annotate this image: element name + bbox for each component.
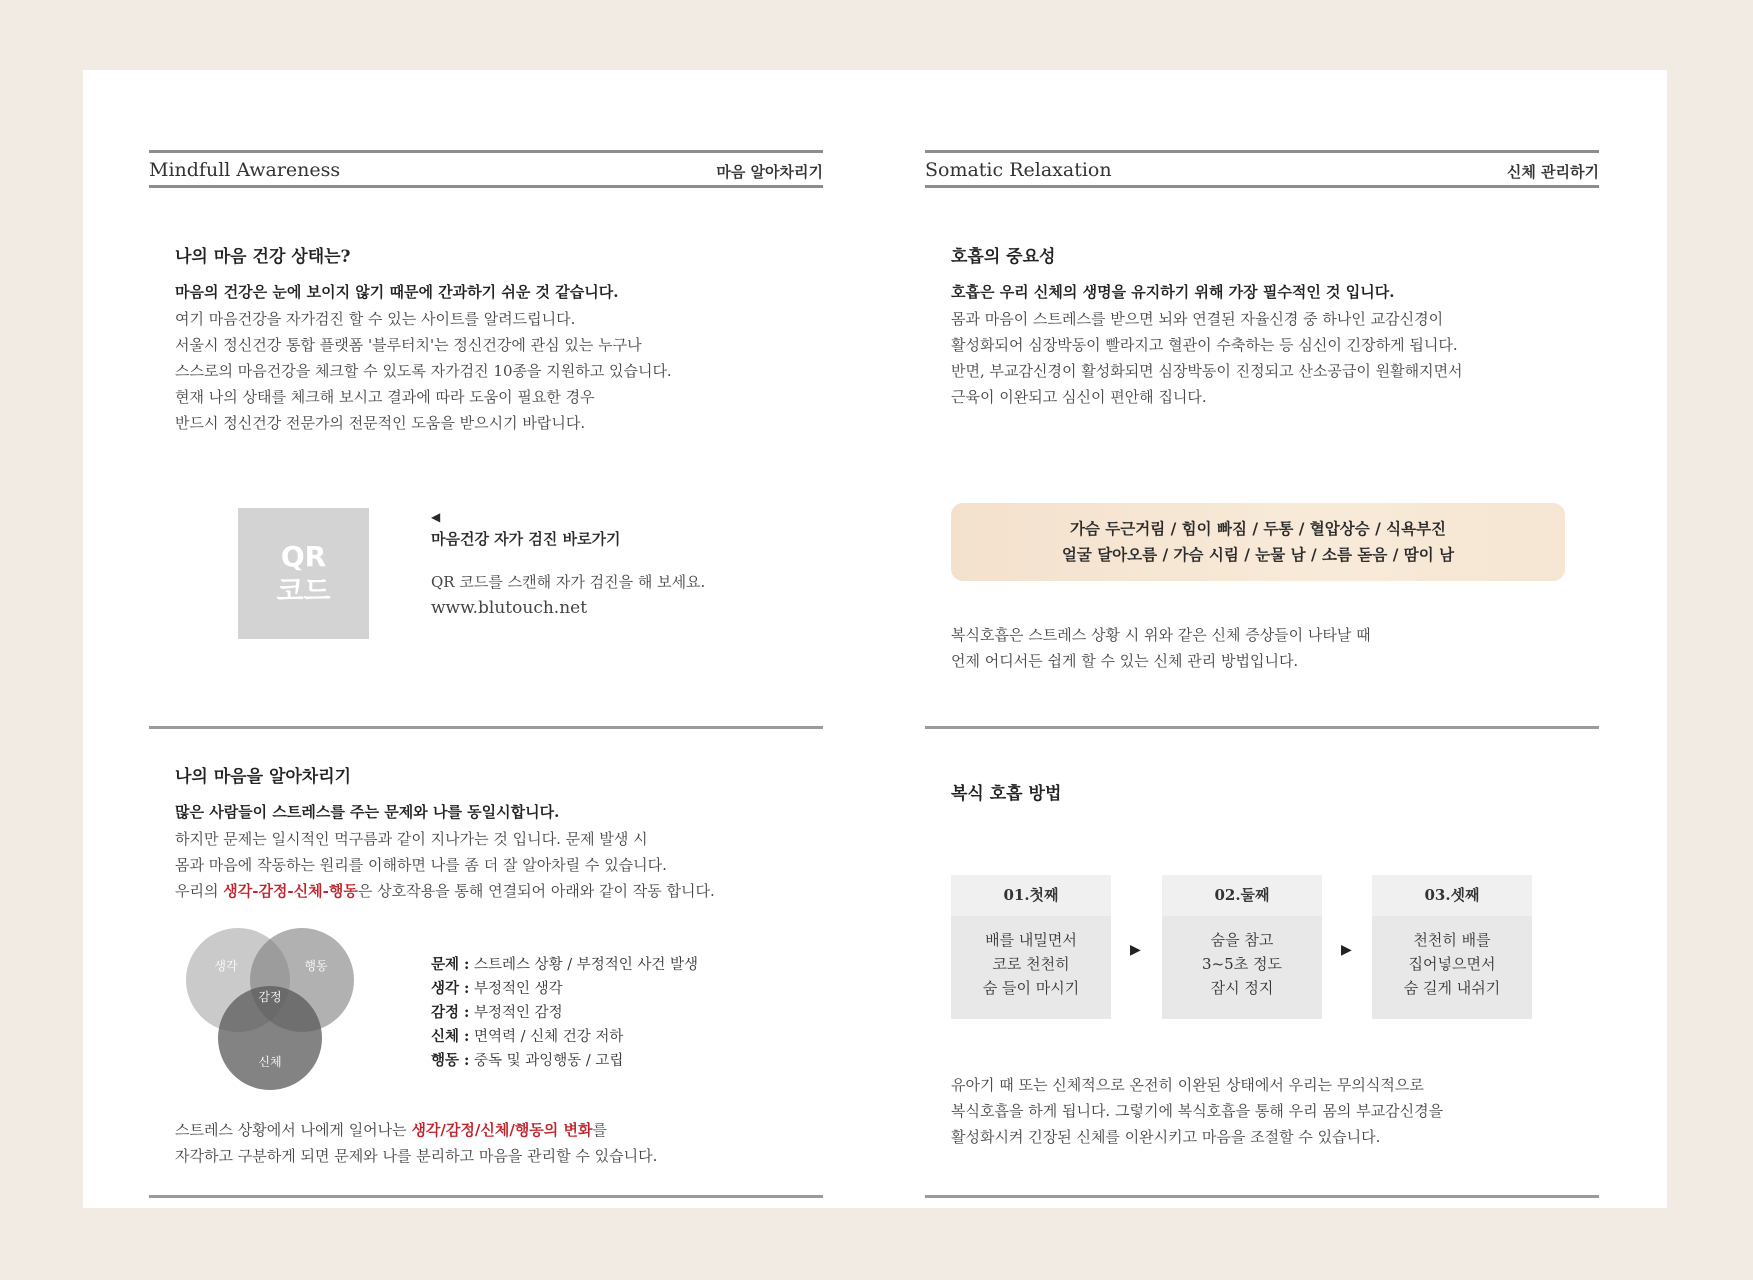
definition-key: 문제 : <box>431 956 470 973</box>
body-line: 활성화되어 심장박동이 빨라지고 혈관이 수축하는 등 심신이 긴장하게 됩니다. <box>951 336 1458 354</box>
body-line: 반면, 부교감신경이 활성화되면 심장박동이 진정되고 산소공급이 원활해지면서 <box>951 362 1463 380</box>
body-line: 활성화시켜 긴장된 신체를 이완시키고 마음을 조절할 수 있습니다. <box>951 1128 1381 1146</box>
awareness-section <box>175 762 815 904</box>
highlight-text: 생각-감정-신체-행동 <box>223 882 358 900</box>
body-line: 여기 마음건강을 자가검진 할 수 있는 사이트를 알려드립니다. <box>175 310 576 328</box>
step-text: 잠시 정지 <box>1210 979 1274 997</box>
qr-info <box>431 510 791 618</box>
body-line: 근육이 이완되고 심신이 편안해 집니다. <box>951 388 1207 406</box>
body-line: 언제 어디서든 쉽게 할 수 있는 신체 관리 방법입니다. <box>951 652 1299 670</box>
step-text: 숨 들이 마시기 <box>982 979 1080 997</box>
breathing-importance-section <box>951 242 1591 410</box>
booklet-spread <box>83 70 1667 1208</box>
step-title: 03.셋째 <box>1372 875 1532 916</box>
step-text: 코로 천천히 <box>992 955 1070 973</box>
body-line <box>175 1117 815 1143</box>
right-header-title-en: Somatic Relaxation <box>925 159 1112 181</box>
right-page <box>925 150 1599 1146</box>
breathing-footnote <box>951 1072 1591 1150</box>
definition-value: 중독 및 과잉행동 / 고립 <box>469 1053 624 1069</box>
qr-description: QR 코드를 스캔해 자가 검진을 해 보세요. <box>431 573 706 591</box>
definition-item <box>431 1049 698 1073</box>
body-line <box>175 878 815 904</box>
definition-value: 부정적인 감정 <box>469 1005 563 1021</box>
body-line: 복식호흡을 하게 됩니다. 그렇기에 복식호흡을 통해 우리 몸의 부교감신경을 <box>951 1102 1444 1120</box>
body-line: 몸과 마음이 스트레스를 받으면 뇌와 연결된 자율신경 중 하나인 교감신경이 <box>951 310 1444 328</box>
definition-key: 행동 : <box>431 1052 470 1069</box>
body-line: 유아기 때 또는 신체적으로 온전히 이완된 상태에서 우리는 무의식적으로 <box>951 1076 1424 1094</box>
section-title: 복식 호흡 방법 <box>951 784 1062 804</box>
page-bottom-rule <box>149 1195 823 1198</box>
body-line: 반드시 정신건강 전문가의 전문적인 도움을 받으시기 바랍니다. <box>175 414 586 432</box>
right-header <box>925 150 1599 188</box>
definition-key: 감정 : <box>431 1004 470 1021</box>
definition-value: 면역력 / 신체 건강 저하 <box>469 1029 624 1045</box>
left-arrow-icon: ◀ <box>431 510 441 524</box>
section-divider <box>149 726 823 729</box>
step-title: 02.둘째 <box>1162 875 1322 916</box>
venn-label-feel: 감정 <box>258 990 282 1004</box>
symptoms-line: 가슴 두근거림 / 힘이 빠짐 / 두통 / 혈압상승 / 식욕부진 <box>1069 519 1447 538</box>
section-title: 나의 마음을 알아차리기 <box>175 767 352 787</box>
symptoms-line: 얼굴 달아오름 / 가슴 시림 / 눈물 남 / 소름 돋음 / 땀이 남 <box>1061 545 1455 564</box>
breathing-summary <box>951 622 1591 674</box>
site-url-link[interactable]: www.blutouch.net <box>431 598 588 618</box>
body-line: 자각하고 구분하게 되면 문제와 나를 분리하고 마음을 관리할 수 있습니다. <box>175 1147 658 1165</box>
left-page <box>149 150 823 1165</box>
step-card-2 <box>1162 875 1322 1019</box>
symptoms-box <box>951 503 1565 581</box>
text-segment: 우리의 <box>175 882 224 900</box>
next-arrow-icon: ▶ <box>1341 942 1352 958</box>
venn-diagram <box>176 920 396 1120</box>
qr-title: 마음건강 자가 검진 바로가기 <box>431 530 621 548</box>
venn-label-body: 신체 <box>258 1055 282 1069</box>
highlight-text: 생각/감정/신체/행동의 변화 <box>411 1121 593 1139</box>
text-segment: 를 <box>592 1121 607 1139</box>
section-title: 나의 마음 건강 상태는? <box>175 247 351 267</box>
step-title: 01.첫째 <box>951 875 1111 916</box>
qr-label-line1: QR <box>280 539 327 573</box>
body-line: 몸과 마음에 작동하는 원리를 이해하면 나를 좀 더 잘 알아차릴 수 있습니다. <box>175 856 667 874</box>
body-line: 하지만 문제는 일시적인 먹구름과 같이 지나가는 것 입니다. 문제 발생 시 <box>175 830 648 848</box>
step-text: 집어넣으면서 <box>1408 955 1496 973</box>
qr-label-line2: 코드 <box>276 573 331 607</box>
definition-value: 스트레스 상황 / 부정적인 사건 발생 <box>469 957 699 973</box>
body-line: 서울시 정신건강 통합 플랫폼 '블루터치'는 정신건강에 관심 있는 누구나 <box>175 336 642 354</box>
step-text: 천천히 배를 <box>1413 931 1491 949</box>
definition-list <box>431 953 698 1073</box>
right-header-title-ko: 신체 관리하기 <box>1506 163 1599 181</box>
body-line: 스스로의 마음건강을 체크할 수 있도록 자가검진 10종을 지원하고 있습니다. <box>175 362 672 380</box>
awareness-footnote <box>175 1117 815 1169</box>
step-card-3 <box>1372 875 1532 1019</box>
text-segment: 스트레스 상황에서 나에게 일어나는 <box>175 1121 412 1139</box>
venn-label-act: 행동 <box>304 959 328 973</box>
mental-health-section <box>175 242 815 436</box>
breathing-method-section <box>951 779 1591 804</box>
step-card-1 <box>951 875 1111 1019</box>
definition-item <box>431 1025 698 1049</box>
step-text: 숨을 참고 <box>1210 931 1274 949</box>
step-text: 숨 길게 내쉬기 <box>1403 979 1501 997</box>
step-text: 3~5초 정도 <box>1202 955 1282 973</box>
section-divider <box>925 726 1599 729</box>
section-lead: 많은 사람들이 스트레스를 주는 문제와 나를 동일시합니다. <box>175 803 560 821</box>
left-header-title-ko: 마음 알아차리기 <box>716 163 823 181</box>
section-lead: 호흡은 우리 신체의 생명을 유지하기 위해 가장 필수적인 것 입니다. <box>951 283 1395 301</box>
left-header-title-en: Mindfull Awareness <box>149 159 341 181</box>
step-text: 배를 내밀면서 <box>985 931 1077 949</box>
section-title: 호흡의 중요성 <box>951 247 1056 267</box>
section-lead: 마음의 건강은 눈에 보이지 않기 때문에 간과하기 쉬운 것 같습니다. <box>175 283 619 301</box>
definition-item <box>431 1001 698 1025</box>
qr-code-placeholder[interactable] <box>238 508 369 639</box>
definition-value: 부정적인 생각 <box>469 981 563 997</box>
text-segment: 은 상호작용을 통해 연결되어 아래와 같이 작동 합니다. <box>357 882 715 900</box>
definition-key: 신체 : <box>431 1028 470 1045</box>
page-bottom-rule <box>925 1195 1599 1198</box>
definition-key: 생각 : <box>431 980 470 997</box>
body-line: 현재 나의 상태를 체크해 보시고 결과에 따라 도움이 필요한 경우 <box>175 388 595 406</box>
definition-item <box>431 953 698 977</box>
venn-label-think: 생각 <box>214 959 238 973</box>
body-line: 복식호흡은 스트레스 상황 시 위와 같은 신체 증상들이 나타날 때 <box>951 626 1371 644</box>
next-arrow-icon: ▶ <box>1130 942 1141 958</box>
definition-item <box>431 977 698 1001</box>
left-header <box>149 150 823 188</box>
